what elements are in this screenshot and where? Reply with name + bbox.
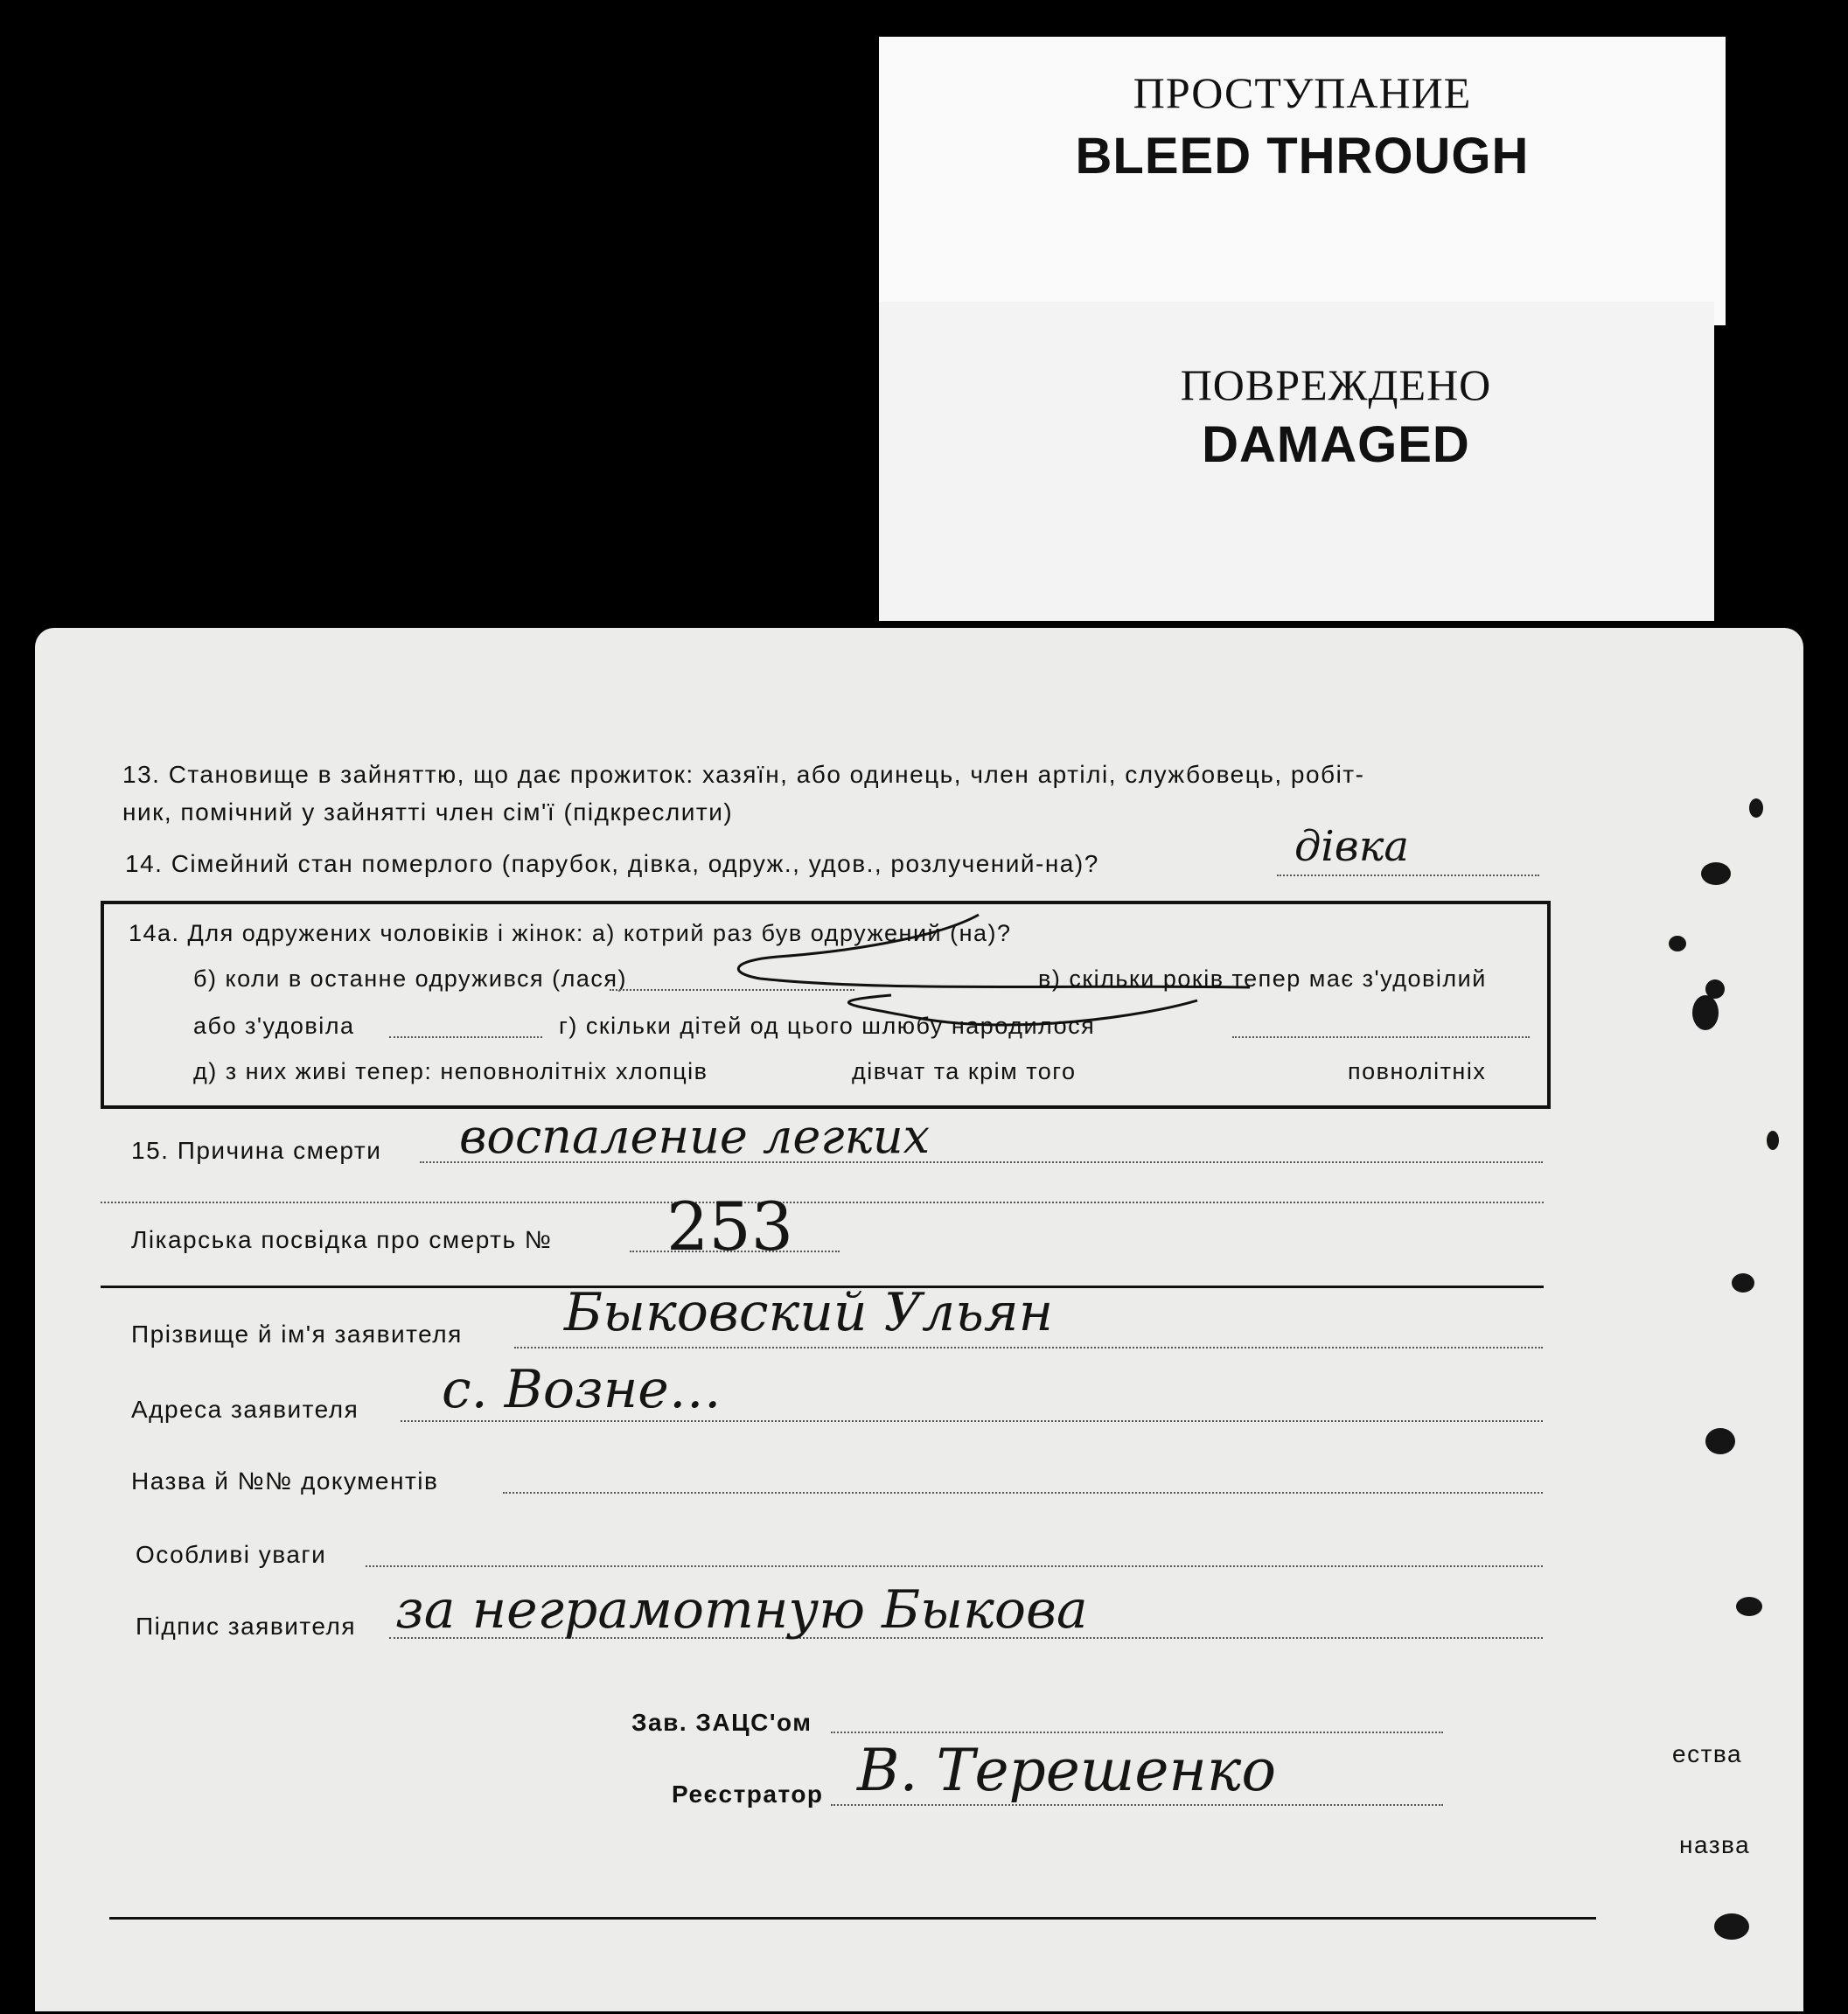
q14a-line3a: або з'удовіла	[193, 1013, 355, 1039]
cert-number: 253	[666, 1188, 794, 1265]
q14a-line3-dots	[389, 1036, 542, 1038]
registrar-label: Реєстратор	[672, 1781, 824, 1808]
applicant-name-line	[514, 1347, 1543, 1348]
bleed-through-en: BLEED THROUGH	[1075, 128, 1530, 185]
bottom-rule	[109, 1917, 1596, 1920]
q14a-line4c: дівчат та крім того	[852, 1058, 1077, 1084]
registrar-signature: В. Терешенко	[857, 1737, 1277, 1804]
q14a-line3b: г) скільки дітей од цього шлюбу народилося	[559, 1013, 1096, 1039]
applicant-address-label: Адреса заявителя	[131, 1396, 359, 1423]
cross-out-scribble	[708, 904, 1267, 1044]
cert-label: Лікарська посвідка про смерть №	[131, 1226, 553, 1253]
damage-hole	[1714, 1913, 1749, 1940]
applicant-name: Быковский Ульян	[564, 1282, 1054, 1343]
q15-line-2	[101, 1202, 1544, 1203]
head-label: Зав. ЗАЦС'ом	[631, 1709, 812, 1736]
damage-hole	[1669, 936, 1686, 951]
q13-line2: ник, помічний у зайнятті член сім'ї (підкреслити)	[122, 798, 734, 826]
documents-line	[503, 1492, 1543, 1494]
q14a-line3-end-dots	[1232, 1036, 1530, 1038]
damage-hole	[1692, 995, 1719, 1030]
documents-label: Назва й №№ документів	[131, 1467, 439, 1495]
edge-text-2: назва	[1679, 1831, 1751, 1858]
damaged-note	[879, 302, 1714, 621]
registrar-line	[831, 1804, 1443, 1806]
q13-line1: 13. Становище в зайняттю, що дає прожиток: хазяїн, або одинець, член артілі, службовець, робіт-	[122, 761, 1365, 788]
bleed-through-ru: ПРОСТУПАНИЕ	[1133, 68, 1472, 117]
q14a-line1: 14а. Для одружених чоловіків і жінок: а) котрий раз був одружений (на)?	[129, 920, 1012, 946]
applicant-address: с. Возне…	[442, 1359, 722, 1420]
applicant-signature: за неграмотную Быкова	[395, 1579, 1088, 1641]
damaged-ru: ПОВРЕЖДЕНО	[1180, 360, 1492, 409]
death-record-card	[35, 628, 1803, 2011]
q15-label: 15. Причина смерти	[131, 1137, 382, 1164]
q14-label: 14. Сімейний стан померлого (парубок, дівка, одруж., удов., розлучений-на)?	[125, 850, 1099, 877]
damage-hole	[1732, 1273, 1754, 1293]
head-line	[831, 1732, 1443, 1733]
applicant-address-line	[401, 1420, 1543, 1422]
q14a-line2a: б) коли в останне одружився (лася)	[193, 965, 627, 992]
q15-answer: воспаление легких	[459, 1109, 931, 1164]
signature-label: Підпис заявителя	[136, 1613, 357, 1640]
damage-hole	[1705, 1428, 1735, 1454]
applicant-name-label: Прізвище й ім'я заявителя	[131, 1321, 463, 1348]
special-notes-line	[366, 1565, 1543, 1567]
edge-text-1: ества	[1672, 1740, 1743, 1767]
q14a-line2b: в) скільки років тепер має з'удовілий	[1038, 965, 1487, 992]
damage-hole	[1749, 798, 1763, 818]
q14a-box	[101, 901, 1551, 1109]
damage-hole	[1767, 1131, 1779, 1150]
damaged-en: DAMAGED	[1202, 416, 1470, 473]
q14-line	[1277, 875, 1539, 876]
special-notes-label: Особливі уваги	[136, 1541, 327, 1568]
q14a-line4b: хлопців	[616, 1058, 708, 1084]
damage-hole	[1701, 862, 1731, 885]
q14a-line4d: повнолітніх	[1348, 1058, 1487, 1084]
q14-answer: дівка	[1294, 822, 1409, 871]
q14a-line4a: д) з них живі тепер: неповнолітніх	[193, 1058, 608, 1084]
bleed-through-note	[879, 37, 1726, 325]
damage-hole	[1736, 1597, 1762, 1616]
